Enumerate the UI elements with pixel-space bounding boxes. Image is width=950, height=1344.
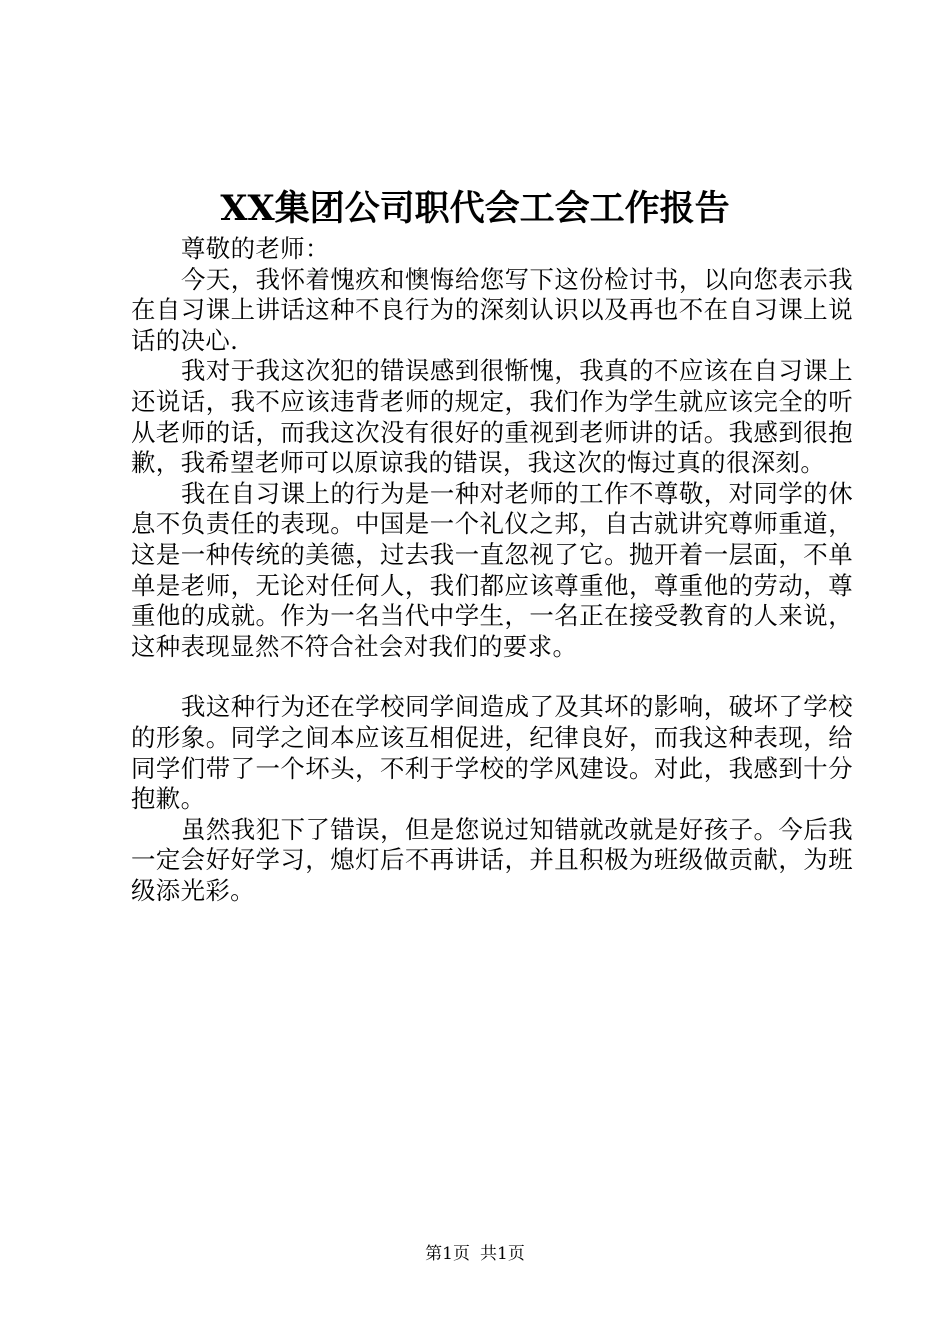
paragraph-5: 虽然我犯下了错误，但是您说过知错就改就是好孩子。今后我一定会好好学习，熄灯后不再讲话，并且积极为班级做贡献，为班级添光彩。: [131, 814, 853, 905]
page-footer: [0, 1242, 950, 1266]
salutation: 尊敬的老师：: [181, 234, 330, 263]
paragraph-1: 今天，我怀着愧疚和懊悔给您写下这份检讨书，以向您表示我在自习课上讲话这种不良行为的深刻认识以及再也不在自习课上说话的决心.: [131, 264, 853, 355]
document-body: [131, 234, 853, 906]
paragraph-2: 我对于我这次犯的错误感到很惭愧，我真的不应该在自习课上还说话，我不应该违背老师的规定，我们作为学生就应该完全的听从老师的话，而我这次没有很好的重视到老师讲的话。我感到很抱歉，我希望老师可以原谅我的错误，我这次的悔过真的很深刻。: [131, 356, 853, 478]
page-number-current: 第1页: [425, 1244, 470, 1264]
paragraph-4: 我这种行为还在学校同学间造成了及其坏的影响，破坏了学校的形象。同学之间本应该互相促进，纪律良好，而我这种表现，给同学们带了一个坏头，不利于学校的学风建设。对此，我感到十分抱歉。: [131, 692, 853, 814]
document-title: XX集团公司职代会工会工作报告: [220, 188, 730, 229]
paragraph-3: 我在自习课上的行为是一种对老师的工作不尊敬，对同学的休息不负责任的表现。中国是一个礼仪之邦，自古就讲究尊师重道，这是一种传统的美德，过去我一直忽视了它。抛开着一层面，不单单是老师，无论对任何人，我们都应该尊重他，尊重他的劳动，尊重他的成就。作为一名当代中学生，一名正在接受教育的人来说，这种表现显然不符合社会对我们的要求。: [131, 478, 853, 661]
page-number-total: 共1页: [480, 1244, 525, 1264]
